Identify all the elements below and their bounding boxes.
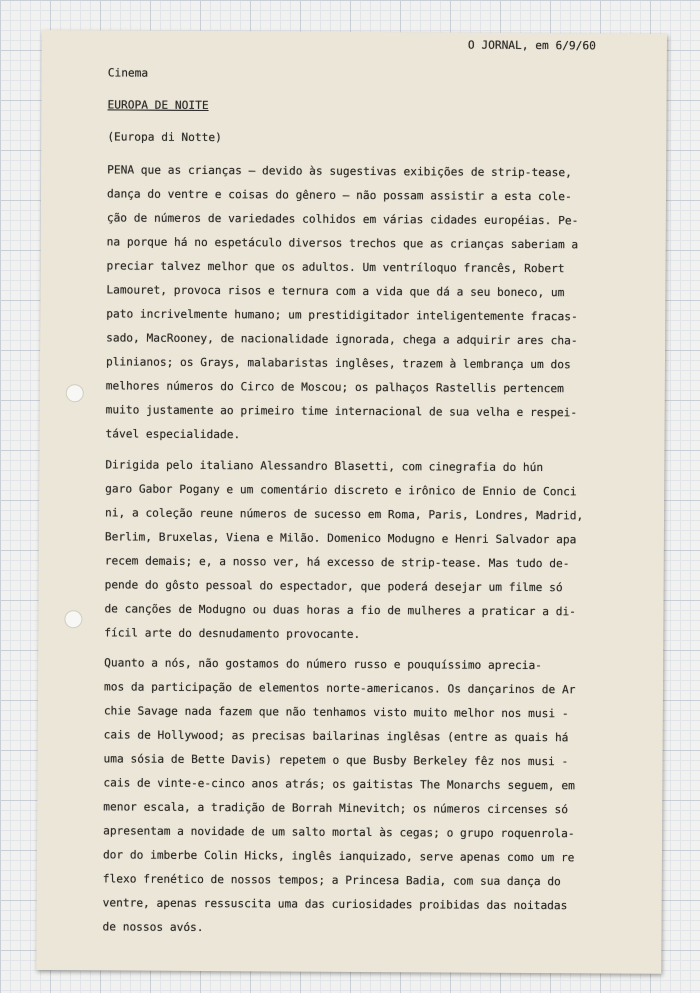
text-line: PENA que as crianças — devido às sugestivas exibições de strip-tease, — [107, 163, 572, 180]
date-line: O JORNAL, em 6/9/60 — [467, 38, 596, 53]
text-line: chie Savage nada fazem que não tenhamos visto muito melhor nos musi - — [103, 704, 569, 721]
text-line: dança do ventre e coisas do gênero — não possam assistir a esta cole- — [106, 187, 572, 204]
text-line: uma sósia de Bette Davis) repetem o que Busby Berkeley fêz nos musi - — [103, 752, 569, 769]
punch-hole-bottom — [64, 610, 82, 628]
typewritten-page — [36, 30, 667, 974]
punch-hole-top — [66, 384, 84, 402]
text-line: de canções de Modugno ou duas horas a fio de mulheres a praticar a di- — [104, 602, 576, 619]
text-line: recem demais; e, a nosso ver, há excesso de strip-tease. Mas tudo de- — [104, 554, 570, 571]
text-line: sado, MacRooney, de nacionalidade ignorada, chega a adquirir ares cha- — [106, 331, 578, 348]
text-line: garo Gabor Pogany e um comentário discreto e irônico de Ennio de Conci — [105, 482, 577, 499]
text-line: ventre, apenas ressuscita uma das curiosidades proibidas das noitadas — [102, 896, 568, 913]
text-line: pende do gôsto pessoal do espectador, que poderá desejar um filme só — [104, 578, 563, 595]
text-line: Lamouret, provoca risos e ternura com a vida que dá a seu boneco, um — [106, 283, 565, 300]
text-line: cais de vinte-e-cinco anos atrás; os gaitistas The Monarchs seguem, em — [103, 776, 575, 793]
text-line: muito justamente ao primeiro time internacional de sua velha e respei- — [105, 403, 578, 420]
text-line: de nossos avós. — [102, 920, 204, 935]
text-line: menor escala, a tradição de Borrah Minevitch; os números circenses só — [103, 800, 569, 817]
text-line: ção de números de variedades colhidos em várias cidades européias. Pe- — [106, 211, 579, 228]
text-line: flexo frenético de nossos tempos; a Princesa Badia, com sua dança do — [102, 872, 561, 889]
text-line: mos da participação de elementos norte-americanos. Os dançarinos de Ar — [103, 680, 576, 697]
text-line: apresentam a novidade de um salto mortal às cegas; o grupo roquenrola- — [103, 824, 575, 841]
text-line: plinianos; os Grays, malabaristas inglêses, trazem à lembrança um dos — [105, 355, 571, 372]
article-title: EUROPA DE NOITE — [107, 98, 209, 113]
text-line: Quanto a nós, não gostamos do número russo e pouquíssimo aprecia- — [104, 656, 542, 673]
text-line: cais de Hollywood; as precisas bailarinas inglêsas (entre as quais há — [103, 728, 569, 745]
text-line: Berlim, Bruxelas, Viena e Milão. Domenico Modugno e Henri Salvador apa — [104, 530, 577, 547]
section-label: Cinema — [107, 66, 149, 80]
text-line: ni, a coleção reune números de sucesso em Roma, Paris, Londres, Madrid, — [105, 506, 584, 523]
typed-text-area — [102, 30, 658, 935]
text-line: tável especialidade. — [105, 427, 241, 442]
text-line: fícil arte do desnudamento provocante. — [104, 626, 361, 641]
text-line: Dirigida pelo italiano Alessandro Blasetti, com cinegrafia do hún — [105, 458, 544, 475]
text-line: pato incrivelmente humano; um prestidigitador inteligentemente fracas- — [106, 307, 578, 324]
text-line: preciar talvez melhor que os adultos. Um ventríloquo francês, Robert — [106, 259, 565, 276]
original-title: (Europa di Notte) — [107, 130, 222, 145]
text-line: dor do imberbe Colin Hicks, inglês ianquizado, serve apenas como um re — [102, 848, 575, 865]
text-line: na porque há no espetáculo diversos trechos que as crianças saberiam a — [106, 235, 579, 252]
text-line: melhores números do Circo de Moscou; os palhaços Rastellis pertencem — [105, 379, 564, 396]
